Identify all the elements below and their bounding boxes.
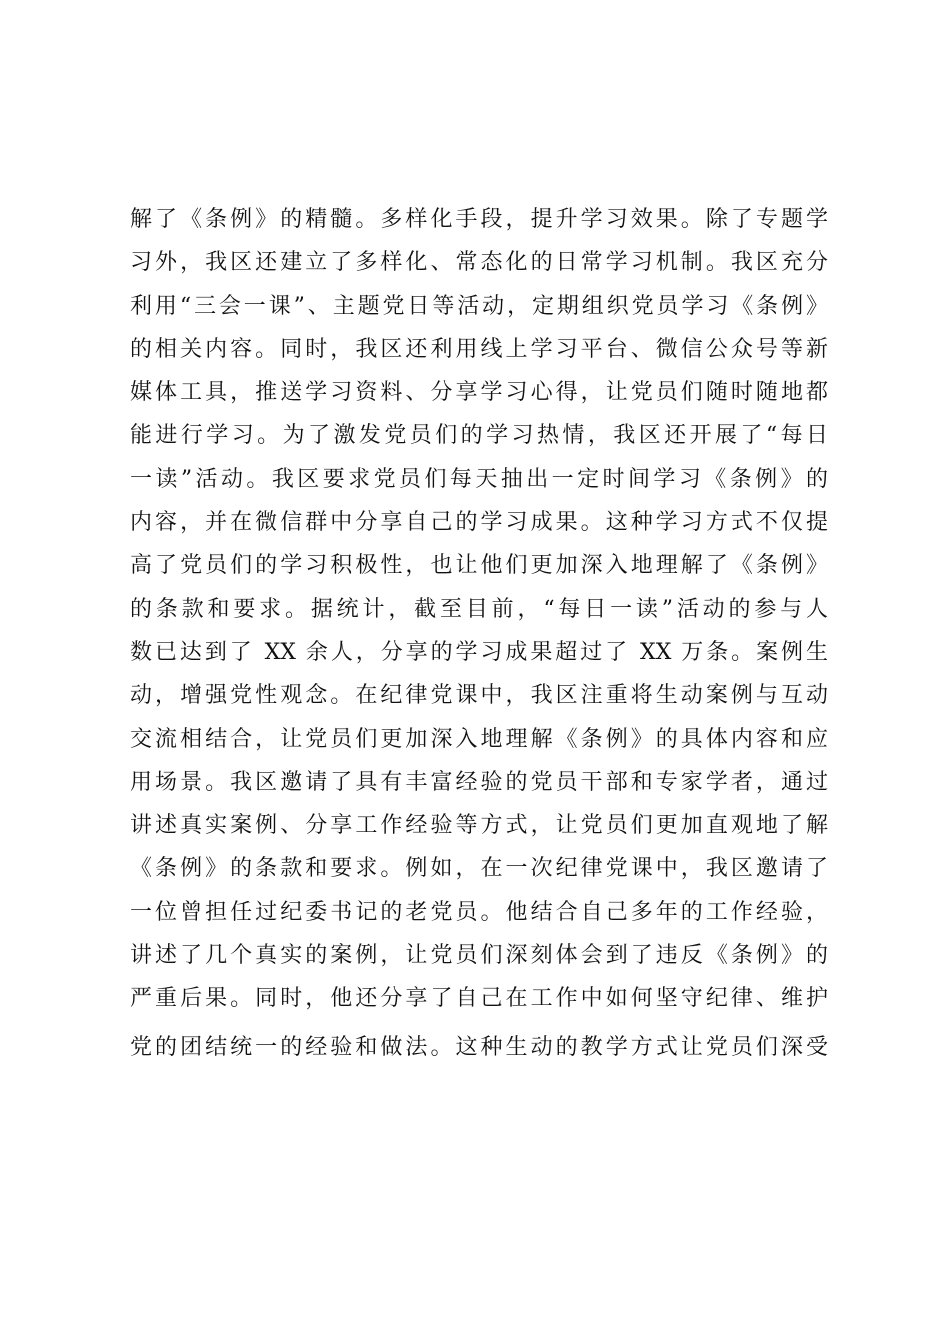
text-line: 严重后果。同时，他还分享了自己在工作中如何坚守纪律、维护 xyxy=(130,986,828,1012)
text-line: 利用“三会一课”、主题党日等活动，定期组织党员学习《条例》 xyxy=(130,293,828,319)
text-line: 高了党员们的学习积极性，也让他们更加深入地理解了《条例》 xyxy=(130,553,828,579)
text-line: 解了《条例》的精髓。多样化手段，提升学习效果。除了专题学 xyxy=(130,207,828,232)
text-line: 党的团结统一的经验和做法。这种生动的教学方式让党员们深受 xyxy=(130,1034,828,1060)
text-line: 的相关内容。同时，我区还利用线上学习平台、微信公众号等新 xyxy=(130,336,828,362)
text-line: 内容，并在微信群中分享自己的学习成果。这种学习方式不仅提 xyxy=(130,510,828,536)
text-line: 《条例》的条款和要求。例如，在一次纪律党课中，我区邀请了 xyxy=(130,856,828,882)
body-text xyxy=(130,198,828,1069)
text-line: 一读”活动。我区要求党员们每天抽出一定时间学习《条例》的 xyxy=(130,466,828,492)
text-line: 动，增强党性观念。在纪律党课中，我区注重将生动案例与互动 xyxy=(130,683,828,709)
text-line: 习外，我区还建立了多样化、常态化的日常学习机制。我区充分 xyxy=(130,250,828,276)
text-line: 能进行学习。为了激发党员们的学习热情，我区还开展了“每日 xyxy=(130,423,828,449)
text-line: 媒体工具，推送学习资料、分享学习心得，让党员们随时随地都 xyxy=(130,380,828,406)
text-line: 数已达到了 XX 余人，分享的学习成果超过了 XX 万条。案例生 xyxy=(130,639,828,665)
text-line: 一位曾担任过纪委书记的老党员。他结合自己多年的工作经验， xyxy=(130,899,828,925)
text-line: 交流相结合，让党员们更加深入地理解《条例》的具体内容和应 xyxy=(130,726,828,752)
text-line: 的条款和要求。据统计，截至目前，“每日一读”活动的参与人 xyxy=(130,596,828,622)
text-line: 用场景。我区邀请了具有丰富经验的党员干部和专家学者，通过 xyxy=(130,769,828,795)
text-line: 讲述真实案例、分享工作经验等方式，让党员们更加直观地了解 xyxy=(130,813,828,839)
text-line: 讲述了几个真实的案例，让党员们深刻体会到了违反《条例》的 xyxy=(130,943,828,969)
